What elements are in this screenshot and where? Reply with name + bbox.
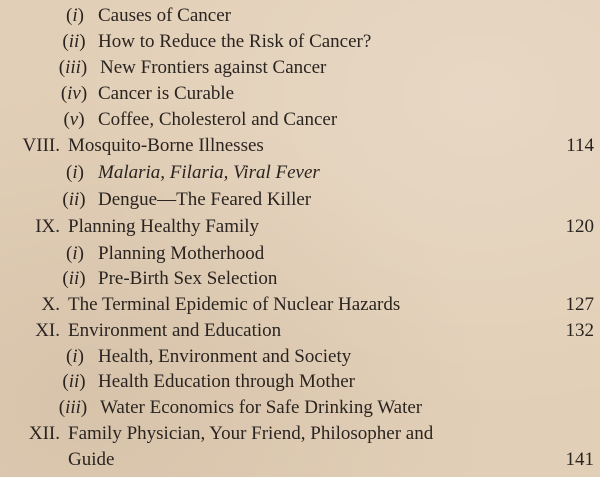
- chapter-numeral: XII.: [28, 423, 60, 444]
- chapter-numeral: VIII.: [22, 135, 60, 156]
- chapter-title: Environment and Education: [68, 320, 282, 341]
- subentry-numeral: (i): [66, 5, 84, 26]
- subentry-title: Health, Environment and Society: [98, 346, 352, 367]
- toc-subentry: [0, 369, 600, 395]
- subentry-numeral: (ii): [62, 31, 86, 52]
- subentry-title: Dengue—The Feared Killer: [98, 189, 312, 210]
- subentry-title: Malaria, Filaria, Viral Fever: [98, 162, 320, 183]
- toc-subentry: [0, 395, 600, 421]
- subentry-title: Health Education through Mother: [98, 371, 355, 392]
- subentry-title: How to Reduce the Risk of Cancer?: [98, 31, 372, 52]
- subentry-numeral: (i): [66, 162, 84, 183]
- chapter-title: Family Physician, Your Friend, Philosopher and: [68, 423, 434, 444]
- toc-chapter: [0, 421, 600, 447]
- toc-subentry: [0, 81, 600, 107]
- subentry-title: Pre-Birth Sex Selection: [98, 268, 278, 289]
- toc-subentry: [0, 107, 600, 133]
- toc-subentry: [0, 29, 600, 55]
- subentry-numeral: (iii): [58, 397, 88, 418]
- toc-chapter: [0, 214, 600, 240]
- chapter-page-number: 141: [565, 449, 594, 470]
- toc-chapter: [0, 292, 600, 318]
- chapter-title: Planning Healthy Family: [68, 216, 260, 237]
- subentry-numeral: (ii): [62, 189, 86, 210]
- subentry-numeral: (i): [66, 346, 84, 367]
- toc-subentry: [0, 241, 600, 267]
- toc-chapter: [0, 318, 600, 344]
- subentry-numeral: (v): [63, 109, 85, 130]
- toc-subentry: [0, 3, 600, 29]
- toc-subentry: [0, 187, 600, 213]
- toc-subentry: [0, 344, 600, 370]
- toc-subentry: [0, 160, 600, 186]
- chapter-page-number: 120: [565, 216, 594, 237]
- toc-chapter: [0, 133, 600, 159]
- subentry-title: Coffee, Cholesterol and Cancer: [98, 109, 338, 130]
- subentry-numeral: (ii): [62, 268, 86, 289]
- chapter-title: Mosquito-Borne Illnesses: [68, 135, 264, 156]
- chapter-numeral: IX.: [35, 216, 60, 237]
- chapter-page-number: 132: [565, 320, 594, 341]
- subentry-title: Water Economics for Safe Drinking Water: [100, 397, 423, 418]
- subentry-title: Cancer is Curable: [98, 83, 235, 104]
- subentry-numeral: (i): [66, 243, 84, 264]
- chapter-title-continuation: Guide: [68, 449, 115, 470]
- chapter-numeral: XI.: [35, 320, 60, 341]
- toc-subentry: [0, 266, 600, 292]
- subentry-numeral: (iii): [58, 57, 88, 78]
- toc-subentry: [0, 55, 600, 81]
- chapter-numeral: X.: [41, 294, 60, 315]
- chapter-page-number: 114: [566, 135, 594, 156]
- subentry-title: Planning Motherhood: [98, 243, 265, 264]
- chapter-title: The Terminal Epidemic of Nuclear Hazards: [68, 294, 401, 315]
- toc-chapter-continuation: [0, 447, 600, 473]
- subentry-numeral: (iv): [60, 83, 88, 104]
- subentry-title: Causes of Cancer: [98, 5, 231, 26]
- chapter-page-number: 127: [565, 294, 594, 315]
- subentry-numeral: (ii): [62, 371, 86, 392]
- subentry-title: New Frontiers against Cancer: [100, 57, 327, 78]
